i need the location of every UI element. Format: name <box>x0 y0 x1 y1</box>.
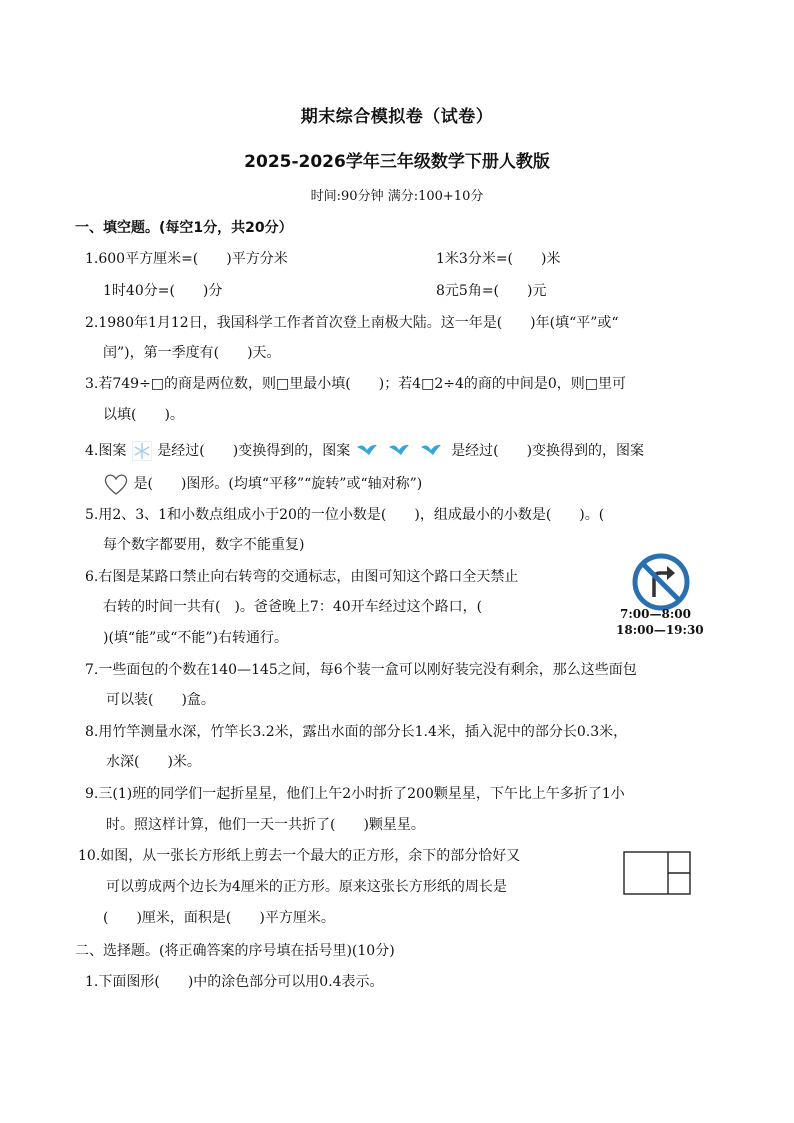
s2-q1: 1.下面图形( )中的涂色部分可以用0.4表示。 <box>85 974 384 990</box>
q8-line2: 水深( )米。 <box>106 754 201 770</box>
snowflake-icon <box>131 441 153 461</box>
q4-text-1: 4.图案 <box>85 443 127 459</box>
section1-title: 一、填空题。(每空1分，共20分） <box>75 220 293 236</box>
q7-line2: 可以装( )盒。 <box>106 692 215 708</box>
q10-line3: ( )厘米，面积是( )平方厘米。 <box>103 910 335 926</box>
q1-part-b: 1米3分米=( )米 <box>436 251 561 267</box>
q7-line1: 7.一些面包的个数在140—145之间，每6个装一盒可以刚好装完没有剩余，那么这些面包 <box>85 662 637 678</box>
sign-time-2: 18:00—19:30 <box>616 623 704 637</box>
q6-line1: 6.右图是某路口禁止向右转弯的交通标志，由图可知这个路口全天禁止 <box>85 569 519 585</box>
q4-line1 <box>85 441 644 461</box>
q6-line2: 右转的时间一共有( )。爸爸晚上7：40开车经过这个路口，( <box>103 599 483 615</box>
q8-line1: 8.用竹竿测量水深，竹竿长3.2米，露出水面的部分长1.4米，插入泥中的部分长0.3米， <box>85 724 628 740</box>
q10-line2: 可以剪成两个边长为4厘米的正方形。原来这张长方形纸的周长是 <box>106 879 507 895</box>
exam-meta: 时间:90分钟 满分:100+10分 <box>310 189 484 204</box>
q10-line1: 10.如图，从一张长方形纸上剪去一个最大的正方形，余下的部分恰好又 <box>78 848 521 864</box>
exam-title: 期末综合模拟卷（试卷） <box>300 107 494 127</box>
q4-text-2: 是经过( )变换得到的，图案 <box>157 443 351 459</box>
section2-title: 二、选择题。(将正确答案的序号填在括号里)(10分) <box>75 943 395 959</box>
q6-line3: )(填“能”或“不能”)右转通行。 <box>103 630 289 646</box>
q3-line1: 3.若749÷□的商是两位数，则□里最小填( )；若4□2÷4的商的中间是0，则□里可 <box>85 376 627 392</box>
q4-text-3: 是经过( )变换得到的，图案 <box>451 443 645 459</box>
q5-line2: 每个数字都要用，数字不能重复) <box>103 537 305 553</box>
q4-line2 <box>103 472 422 496</box>
no-right-turn-sign-icon <box>632 553 690 611</box>
q1-part-d: 8元5角=( )元 <box>436 283 547 299</box>
q2-line2: 闰”)，第一季度有( )天。 <box>103 345 281 361</box>
q2-line1: 2.1980年1月12日，我国科学工作者首次登上南极大陆。这一年是( )年(填“平”或“ <box>85 315 619 331</box>
q5-line1: 5.用2、3、1和小数点组成小于20的一位小数是( )，组成最小的小数是( )。( <box>85 507 605 523</box>
exam-subtitle: 2025-2026学年三年级数学下册人教版 <box>244 152 550 172</box>
q1-part-a: 1.600平方厘米=( )平方分米 <box>85 251 288 267</box>
sign-time-1: 7:00—8:00 <box>620 607 691 621</box>
q9-line2: 时。照这样计算，他们一天一共折了( )颗星星。 <box>106 817 425 833</box>
q1-part-c: 1时40分=( )分 <box>103 283 223 299</box>
rectangle-diagram <box>623 851 691 895</box>
q9-line1: 9.三(1)班的同学们一起折星星，他们上午2小时折了200颗星星，下午比上午多折了1小 <box>85 786 625 802</box>
q3-line2: 以填( )。 <box>103 407 184 423</box>
birds-icon <box>355 441 447 461</box>
heart-icon <box>103 472 129 496</box>
q4-text-4: 是( )图形。(均填“平移”“旋转”或“轴对称”) <box>133 476 423 492</box>
